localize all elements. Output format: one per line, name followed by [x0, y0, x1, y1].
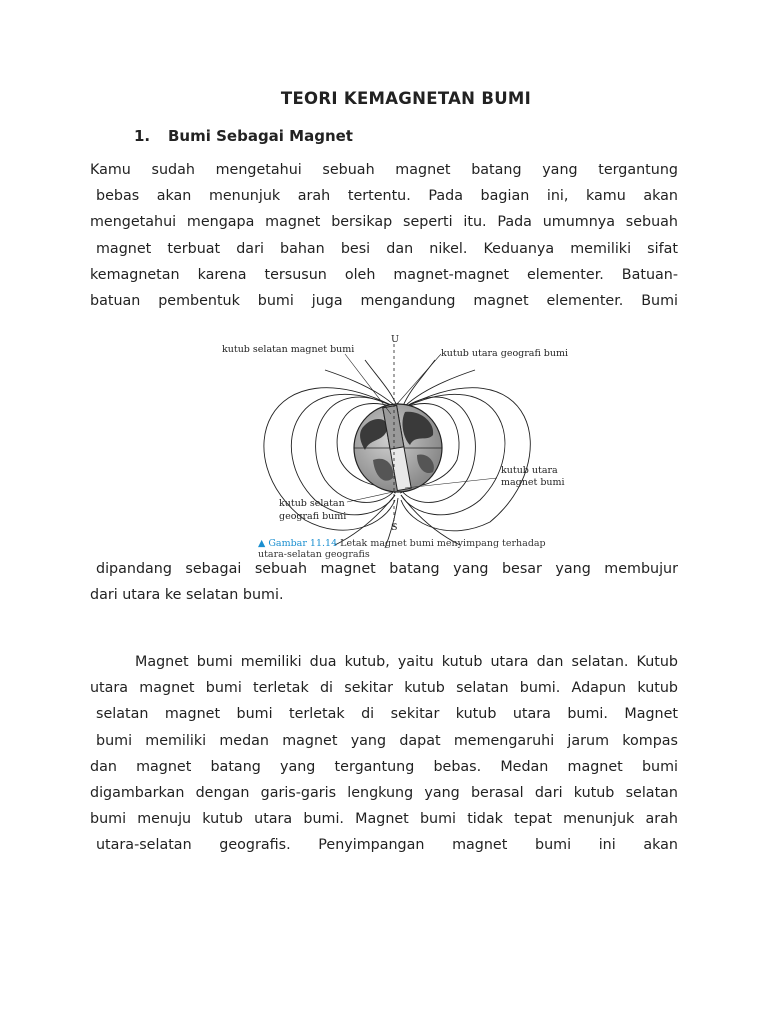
earth-magnetic-field-illustration: [205, 330, 575, 552]
text-line: mengetahui mengapa magnet bersikap seperti itu. Pada umumnya sebuah: [90, 214, 678, 231]
north-magnetic-label-1: kutub utara: [501, 465, 558, 476]
text-line: Kamu sudah mengetahui sebuah magnet batang yang tergantung: [90, 162, 678, 178]
caption-number: Gambar 11.14: [268, 538, 338, 549]
south-magnetic-label: kutub selatan magnet bumi: [222, 344, 355, 355]
text-line: Magnet bumi memiliki dua kutub, yaitu kutub utara dan selatan. Kutub: [135, 654, 678, 670]
section-title: Bumi Sebagai Magnet: [168, 127, 353, 145]
text-line: selatan magnet bumi terletak di sekitar kutub utara bumi. Magnet: [96, 706, 678, 723]
caption-text-2: utara-selatan geografis: [258, 549, 370, 560]
paragraph-1: [90, 157, 678, 314]
text-line: batuan pembentuk bumi juga mengandung magnet elementer. Bumi: [90, 292, 678, 309]
text-line: bumi menuju kutub utara bumi. Magnet bumi tidak tepat menunjuk arah: [90, 811, 678, 828]
text-line: bumi memiliki medan magnet yang dapat memengaruhi jarum kompas: [96, 732, 678, 749]
south-geographic-label-1: kutub selatan: [279, 498, 345, 509]
earth-magnet-figure: [205, 330, 575, 552]
text-line: dari utara ke selatan bumi.: [90, 587, 284, 604]
text-line: utara-selatan geografis. Penyimpangan magnet bumi ini akan: [96, 837, 678, 854]
south-s-label: S: [391, 522, 398, 533]
caption-triangle-icon: ▲: [258, 538, 266, 549]
caption-text-1: Letak magnet bumi menyimpang terhadap: [340, 538, 546, 549]
section-heading: [134, 127, 353, 145]
north-magnetic-label-2: magnet bumi: [501, 477, 565, 488]
text-line: utara magnet bumi terletak di sekitar kutub selatan bumi. Adapun kutub: [90, 680, 678, 697]
section-number: 1.: [134, 127, 151, 145]
text-line: bebas akan menunjuk arah tertentu. Pada bagian ini, kamu akan: [96, 188, 678, 205]
text-line: magnet terbuat dari bahan besi dan nikel. Keduanya memiliki sifat: [96, 240, 678, 257]
paragraph-3: [90, 649, 678, 859]
page-title: TEORI KEMAGNETAN BUMI: [280, 89, 532, 108]
text-line: dipandang sebagai sebuah magnet batang yang besar yang membujur: [96, 561, 678, 577]
text-line: dan magnet batang yang tergantung bebas. Medan magnet bumi: [90, 758, 678, 775]
text-line: digambarkan dengan garis-garis lengkung yang berasal dari kutub selatan: [90, 784, 678, 801]
south-geographic-label-2: geografi bumi: [279, 511, 347, 522]
north-geographic-label: kutub utara geografi bumi: [441, 348, 569, 359]
north-u-label: U: [391, 334, 400, 345]
text-line: kemagnetan karena tersusun oleh magnet-magnet elementer. Batuan-: [90, 266, 678, 283]
paragraph-2: [90, 556, 678, 608]
